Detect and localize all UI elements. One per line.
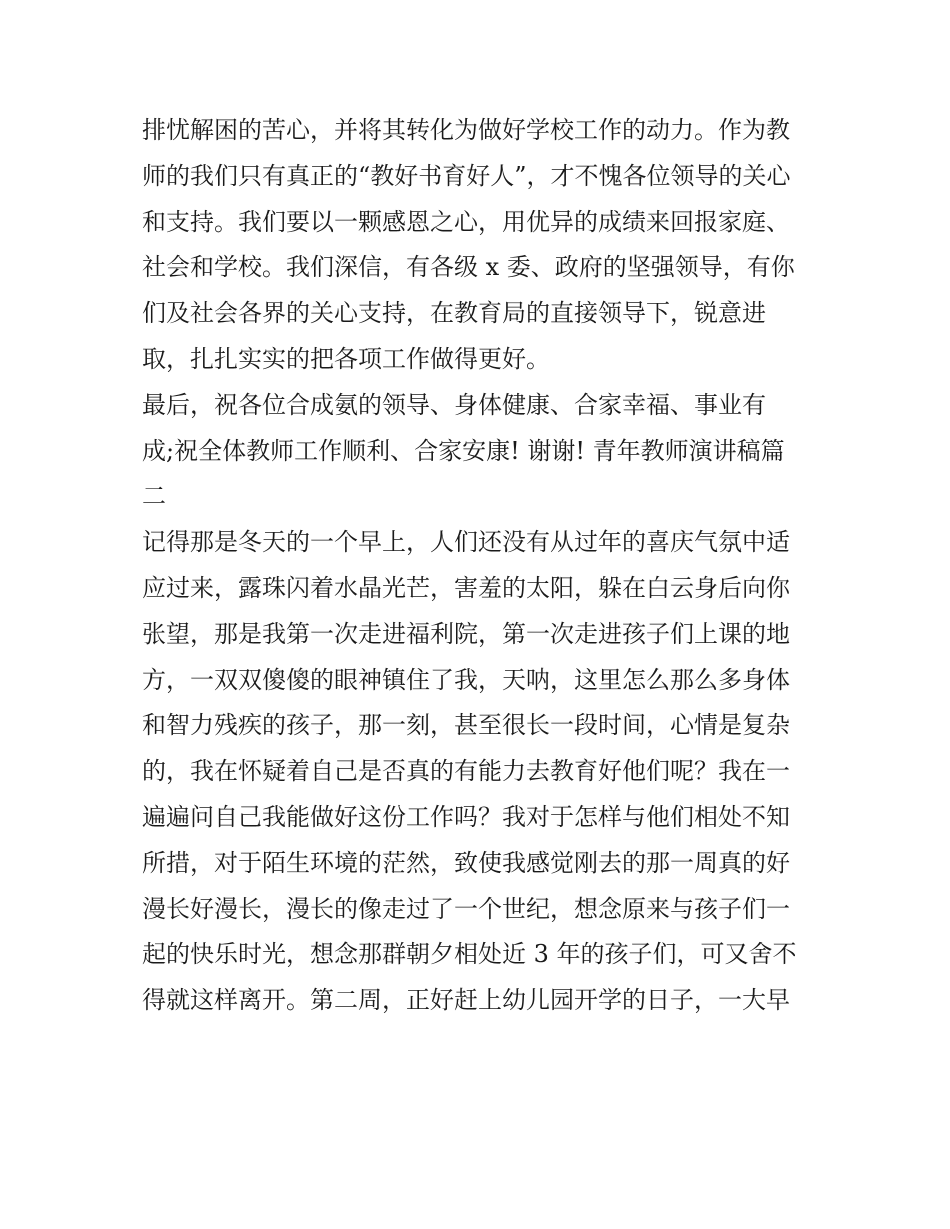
body-text: [142, 108, 822, 1024]
text-line: 社会和学校。我们深信，有各级 x 委、政府的坚强领导，有你: [142, 253, 795, 282]
text-line: 得就这样离开。第二周，正好赶上幼儿园开学的日子，一大早: [142, 986, 790, 1015]
text-line: 的，我在怀疑着自己是否真的有能力去教育好他们呢？我在一: [142, 757, 790, 786]
text-line: 方，一双双傻傻的眼神镇住了我，天呐，这里怎么那么多身体: [142, 665, 790, 694]
text-line: 二: [142, 482, 166, 511]
text-line: 漫长好漫长，漫长的像走过了一个世纪，想念原来与孩子们一: [142, 894, 790, 923]
text-line: 们及社会各界的关心支持，在教育局的直接领导下，锐意进: [142, 299, 766, 328]
text-line: 取，扎扎实实的把各项工作做得更好。: [142, 344, 550, 373]
text-line: 遍遍问自己我能做好这份工作吗？我对于怎样与他们相处不知: [142, 802, 790, 831]
text-line: 成;祝全体教师工作顺利、合家安康! 谢谢! 青年教师演讲稿篇: [142, 436, 785, 465]
text-line: 应过来，露珠闪着水晶光芒，害羞的太阳，躲在白云身后向你: [142, 573, 790, 602]
text-line: 师的我们只有真正的“教好书育好人”，才不愧各位领导的关心: [142, 161, 791, 190]
text-line: 最后，祝各位合成氨的领导、身体健康、合家幸福、事业有: [142, 390, 766, 419]
text-line: 记得那是冬天的一个早上，人们还没有从过年的喜庆气氛中适: [142, 528, 790, 557]
text-line: 起的快乐时光，想念那群朝夕相处近 3 年的孩子们，可又舍不: [142, 940, 797, 969]
text-line: 和支持。我们要以一颗感恩之心，用优异的成绩来回报家庭、: [142, 207, 790, 236]
text-line: 和智力残疾的孩子，那一刻，甚至很长一段时间，心情是复杂: [142, 711, 790, 740]
text-line: 排忧解困的苦心，并将其转化为做好学校工作的动力。作为教: [142, 116, 790, 144]
text-line: 所措，对于陌生环境的茫然，致使我感觉刚去的那一周真的好: [142, 848, 790, 877]
text-line: 张望，那是我第一次走进福利院，第一次走进孩子们上课的地: [142, 619, 790, 648]
